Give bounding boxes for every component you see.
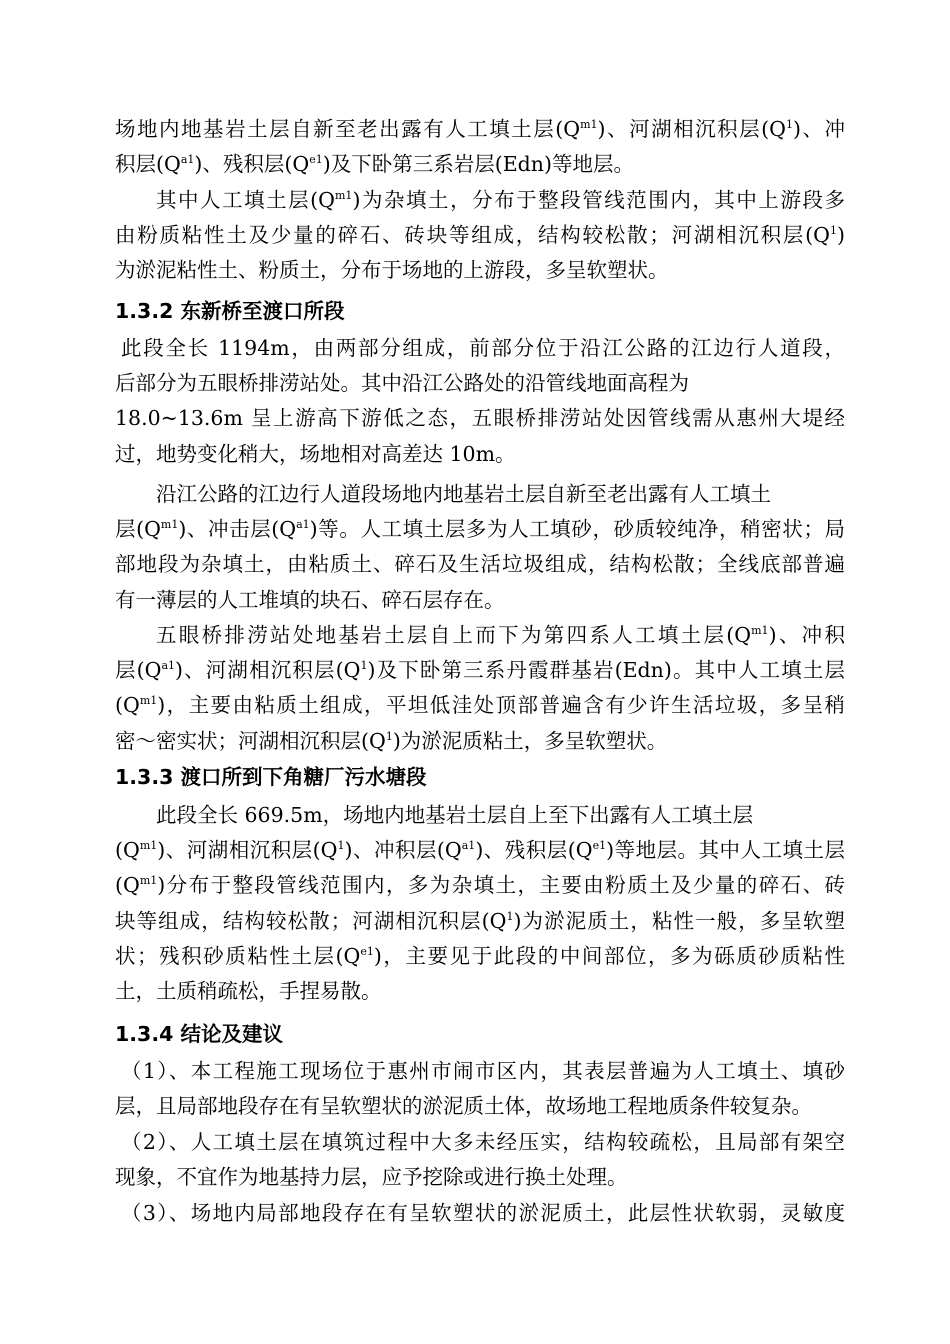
section-heading-1-3-4	[115, 1017, 845, 1052]
text-line: 沿江公路的江边行人道段场地内地基岩土层自新至老出露有人工填土	[156, 482, 771, 506]
paragraph-fill-layer	[115, 183, 845, 289]
section-heading-1-3-2	[115, 294, 845, 329]
text-line: 层$(Q^{m1})$、冲击层$(Q^{a1})$等。人工填土层多为人工填砂，砂质较纯净，稍密状；局	[115, 517, 845, 542]
text-line: $(Q^{m1})$分布于整段管线范围内，多为杂填土，主要由粉质土及少量的碎石、砖	[115, 873, 845, 898]
paragraph-conclusion-1	[115, 1054, 845, 1124]
paragraph-segment-length	[115, 331, 845, 472]
heading-text: 1.3.3 渡口所到下角糖厂污水塘段	[115, 765, 427, 789]
paragraph-ferry-segment	[115, 798, 845, 1009]
text-line: 部地段为杂填土，由粘质土、碎石及生活垃圾组成，结构松散；全线底部普遍	[115, 552, 845, 577]
text-line: 后部分为五眼桥排涝站处。其中沿江公路处的沿管线地面高程为	[115, 371, 689, 396]
text-line: 层$(Q^{a1})$、河湖相沉积层$(Q^1)$及下卧第三系丹霞群基岩(Edn)。其中人工填土层	[115, 658, 845, 683]
text-line: 场地内地基岩土层自新至老出露有人工填土层$(Q^{m1})$、河湖相沉积层$(Q^1)$、冲	[115, 117, 845, 141]
text-line: 土，土质稍疏松，手捏易散。	[115, 979, 382, 1004]
paragraph-conclusion-2	[115, 1125, 845, 1195]
text-line: 五眼桥排涝站处地基岩土层自上而下为第四系人工填土层$(Q^{m1})$、冲积	[156, 623, 845, 647]
paragraph-conclusion-3	[115, 1196, 845, 1231]
text-line: 18.0~13.6m 呈上游高下游低之态，五眼桥排涝站处因管线需从惠州大堤经	[115, 406, 845, 431]
text-line: 此段全长 1194m，由两部分组成，前部分位于沿江公路的江边行人道段，	[121, 336, 845, 360]
text-line: 现象，不宜作为地基持力层，应予挖除或进行换土处理。	[115, 1165, 628, 1190]
text-line: （2）、人工填土层在填筑过程中大多未经压实，结构较疏松，且局部有架空	[121, 1130, 845, 1154]
text-line: 由粉质粘性土及少量的碎石、砖块等组成，结构较松散；河湖相沉积层$(Q^1)$	[115, 223, 845, 248]
paragraph-riverside-walkway	[115, 477, 845, 618]
text-line: $(Q^{m1})$、河湖相沉积层$(Q^1)$、冲积层$(Q^{a1})$、残积层$(Q^{e1})$等地层。其中人工填土层	[115, 838, 845, 863]
text-line: 其中人工填土层$(Q^{m1})$为杂填土，分布于整段管线范围内，其中上游段多	[156, 188, 846, 212]
text-line: （1）、本工程施工现场位于惠州市闹市区内，其表层普遍为人工填土、填砂	[121, 1059, 845, 1083]
text-line: 此段全长 669.5m，场地内地基岩土层自上至下出露有人工填土层	[156, 803, 754, 827]
section-heading-1-3-3	[115, 760, 845, 795]
heading-text: 1.3.2 东新桥至渡口所段	[115, 299, 345, 323]
paragraph-pump-station	[115, 618, 845, 759]
text-line: 层，且局部地段存在有呈软塑状的淤泥质土体，故场地工程地质条件较复杂。	[115, 1094, 812, 1119]
text-line: 密～密实状；河湖相沉积层$(Q^1)$为淤泥质粘土，多呈软塑状。	[115, 728, 668, 753]
text-line: 有一薄层的人工堆填的块石、碎石层存在。	[115, 587, 505, 612]
text-line: 为淤泥粘性土、粉质土，分布于场地的上游段，多呈软塑状。	[115, 258, 669, 283]
paragraph-strata-overview	[115, 112, 845, 182]
text-line: 块等组成，结构较松散；河湖相沉积层$(Q^1)$为淤泥质土，粘性一般，多呈软塑	[115, 908, 845, 933]
text-line: 状；残积砂质粘性土层$(Q^{e1})$，主要见于此段的中间部位，多为砾质砂质粘性	[115, 943, 845, 968]
text-line: 积层$(Q^{a1})$、残积层$(Q^{e1})$及下卧第三系岩层(Edn)等地层。	[115, 152, 634, 177]
heading-text: 1.3.4 结论及建议	[115, 1022, 284, 1046]
text-line: $(Q^{m1})$，主要由粘质土组成，平坦低洼处顶部普遍含有少许生活垃圾，多呈稍	[115, 693, 845, 718]
text-line: （3）、场地内局部地段存在有呈软塑状的淤泥质土，此层性状软弱，灵敏度	[121, 1201, 845, 1225]
text-line: 过，地势变化稍大，场地相对高差达 10m。	[115, 441, 516, 466]
